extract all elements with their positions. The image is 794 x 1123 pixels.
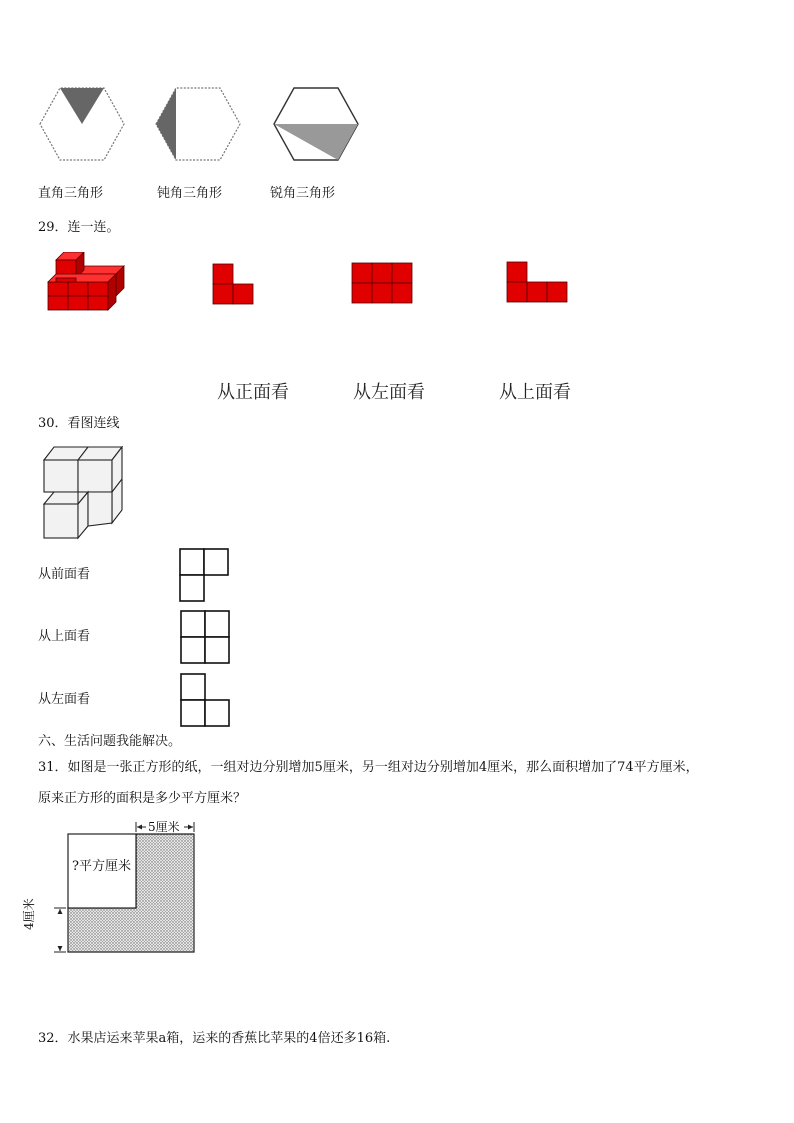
view-shape-l-small bbox=[212, 263, 256, 305]
view-shape-2x3-grid bbox=[351, 262, 413, 304]
section6-title: 六、生活问题我能解决。 bbox=[38, 734, 182, 749]
q31-figure bbox=[34, 816, 200, 958]
q29-label-left: 从左面看 bbox=[353, 382, 425, 403]
q29-title: 29．连一连。 bbox=[38, 220, 120, 235]
q31-top-dimension-label: 5厘米 bbox=[148, 820, 180, 834]
hexagon-right-triangle bbox=[38, 86, 126, 162]
q31-side-dimension-label: 4厘米 bbox=[22, 898, 36, 930]
q31-line2: 原来正方形的面积是多少平方厘米？ bbox=[38, 791, 247, 806]
q29-label-front: 从正面看 bbox=[217, 382, 289, 403]
red-cube-solid bbox=[44, 252, 128, 312]
label-right-triangle: 直角三角形 bbox=[38, 186, 104, 201]
q30-title: 30．看图连线 bbox=[38, 416, 120, 431]
q31-square-area-label: ?平方厘米 bbox=[72, 859, 131, 874]
hexagon-acute-triangle bbox=[272, 86, 360, 162]
label-acute-triangle: 锐角三角形 bbox=[270, 186, 336, 201]
q30-label-left: 从左面看 bbox=[38, 692, 91, 707]
q30-shape-top bbox=[178, 609, 232, 665]
q30-label-front: 从前面看 bbox=[38, 567, 91, 582]
q30-label-top: 从上面看 bbox=[38, 629, 91, 644]
q30-shape-left bbox=[178, 672, 232, 728]
q29-label-top: 从上面看 bbox=[499, 382, 571, 403]
gray-cube-solid bbox=[40, 446, 132, 540]
q31-line1: 31．如图是一张正方形的纸，一组对边分别增加5厘米，另一组对边分别增加4厘米，那么面积增加了74平方厘米， bbox=[38, 760, 699, 775]
q32-text: 32．水果店运来苹果a箱，运来的香蕉比苹果的4倍还多16箱. bbox=[38, 1031, 391, 1046]
hexagon-obtuse-triangle bbox=[154, 86, 242, 162]
label-obtuse-triangle: 钝角三角形 bbox=[157, 186, 223, 201]
view-shape-l-long bbox=[506, 261, 568, 303]
q30-shape-front bbox=[178, 547, 230, 603]
